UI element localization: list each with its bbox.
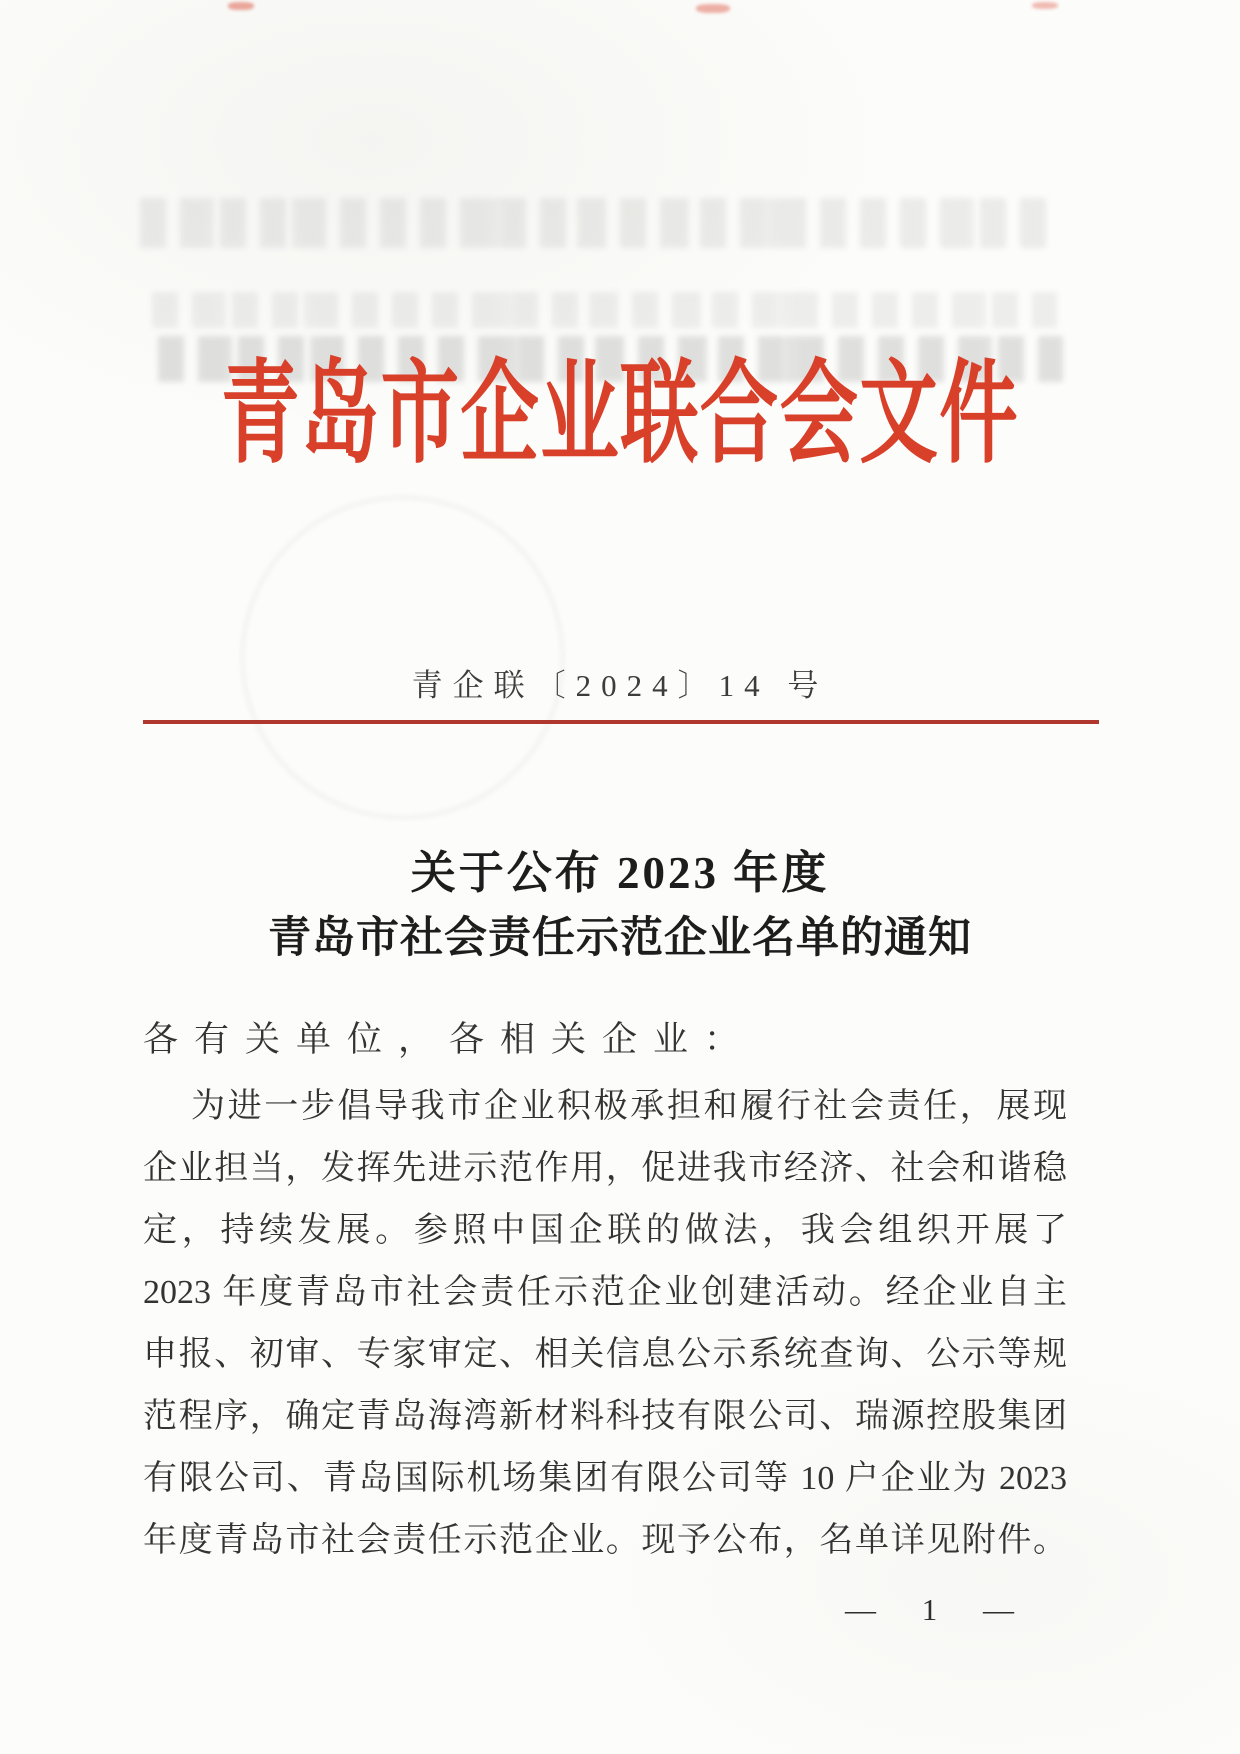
- red-smudge: [696, 4, 730, 13]
- body-text-line: 申报、初审、专家审定、相关信息公示系统查询、公示等规: [143, 1336, 1067, 1373]
- seal-bleed-through: [240, 495, 565, 820]
- bleed-through-text-line: [140, 198, 1050, 248]
- salutation-line: 各有关单位，各相关企业：: [143, 1020, 756, 1059]
- document-number: 青企联〔2024〕14 号: [411, 668, 829, 703]
- red-smudge: [1032, 2, 1058, 9]
- body-text-line: 2023 年度青岛市社会责任示范企业创建活动。经企业自主: [143, 1274, 1067, 1311]
- bleed-through-text-line: [152, 292, 1057, 328]
- body-text-line: 范程序，确定青岛海湾新材料科技有限公司、瑞源控股集团: [143, 1398, 1067, 1435]
- body-text-line: 为进一步倡导我市企业积极承担和履行社会责任，展现: [191, 1088, 1067, 1125]
- red-smudge: [228, 2, 254, 10]
- body-text-line: 年度青岛市社会责任示范企业。现予公布，名单详见附件。: [143, 1522, 1067, 1559]
- body-text-line: 有限公司、青岛国际机场集团有限公司等 10 户企业为 2023: [143, 1460, 1067, 1497]
- document-header-title: 青岛市企业联合会文件: [221, 353, 1019, 477]
- notice-title-line-1: 关于公布 2023 年度: [410, 848, 830, 898]
- red-divider-line: [143, 720, 1099, 724]
- notice-body-paragraph: [143, 1076, 1067, 1572]
- page-number: — 1 —: [845, 1592, 1026, 1627]
- notice-title-line-2: 青岛市社会责任示范企业名单的通知: [268, 915, 972, 962]
- body-text-line: 企业担当，发挥先进示范作用，促进我市经济、社会和谐稳: [143, 1150, 1067, 1187]
- body-text-line: 定，持续发展。参照中国企联的做法，我会组织开展了: [143, 1212, 1067, 1249]
